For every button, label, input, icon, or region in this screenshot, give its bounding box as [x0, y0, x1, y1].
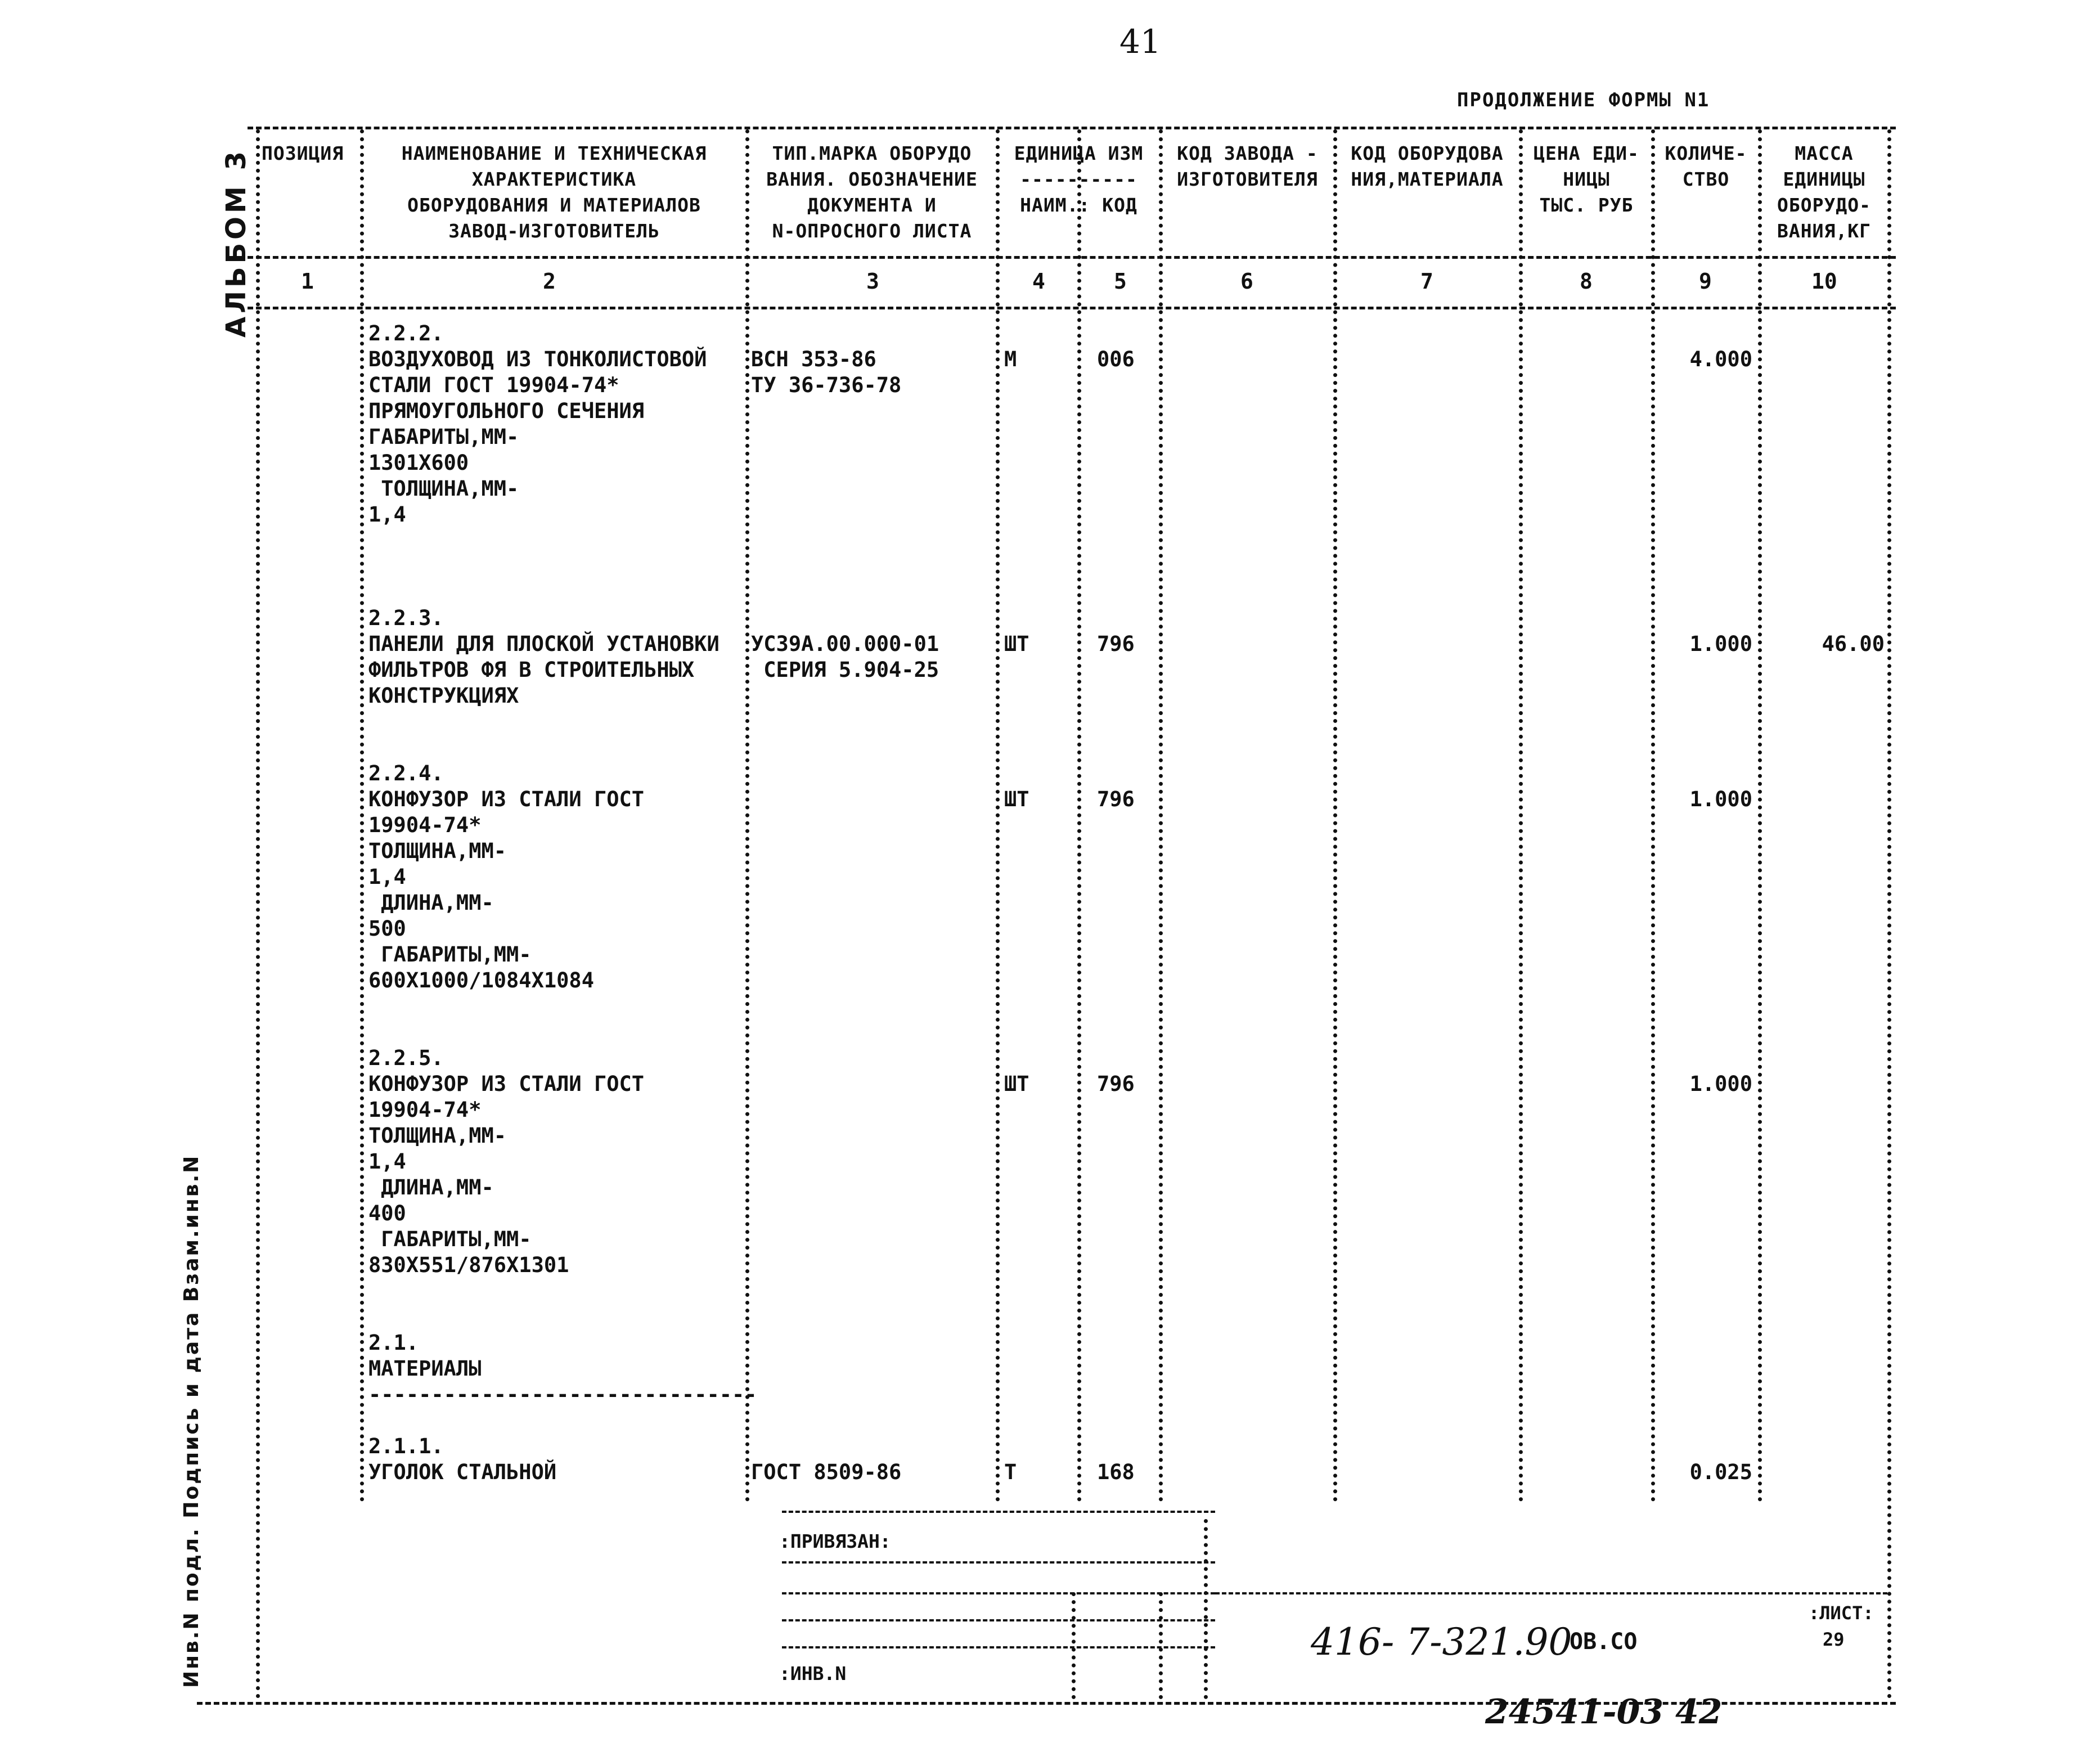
- header-line: N-ОПРОСНОГО ЛИСТА: [772, 220, 972, 242]
- header-line: ПОЗИЦИЯ: [262, 142, 344, 164]
- cell-code: 796: [1097, 632, 1135, 656]
- cell-name: 2.2.4.: [368, 761, 444, 785]
- cell-name: ГАБАРИТЫ,ММ-: [368, 942, 532, 967]
- header-col-7: [1338, 141, 1517, 192]
- column-number: 5: [1114, 269, 1127, 294]
- col-sep-9: [1758, 129, 1762, 1502]
- header-line: НИЦЫ: [1563, 168, 1610, 190]
- stamp-rule: [782, 1646, 1215, 1648]
- column-number: 9: [1699, 269, 1712, 294]
- header-line: ДОКУМЕНТА И: [807, 194, 937, 216]
- column-number: 3: [866, 269, 879, 294]
- sheet-number: 29: [1823, 1629, 1845, 1650]
- cell-doc: СЕРИЯ 5.904-25: [751, 658, 939, 682]
- header-line: ТИП.МАРКА ОБОРУДО: [772, 142, 972, 164]
- header-col-1: [262, 141, 357, 167]
- header-line: ЗАВОД-ИЗГОТОВИТЕЛЬ: [448, 220, 660, 242]
- header-col-2: [366, 141, 743, 244]
- col-sep-10: [1887, 129, 1891, 1699]
- cell-name: УГОЛОК СТАЛЬНОЙ: [368, 1460, 557, 1484]
- cell-name: 2.1.1.: [368, 1434, 444, 1458]
- cell-name: ПАНЕЛИ ДЛЯ ПЛОСКОЙ УСТАНОВКИ: [368, 632, 720, 656]
- header-line: ХАРАКТЕРИСТИКА: [471, 168, 637, 190]
- cell-name: ГАБАРИТЫ,ММ-: [368, 425, 519, 449]
- cell-name: 1,4: [368, 865, 406, 889]
- cell-name: -------------------------------: [368, 1382, 757, 1407]
- header-bottom-rule: [248, 256, 1896, 259]
- cell-name: ДЛИНА,ММ-: [368, 891, 494, 915]
- cell-doc: ГОСТ 8509-86: [751, 1460, 902, 1484]
- cell-code: 796: [1097, 787, 1135, 811]
- header-col-4-5: [1001, 141, 1156, 218]
- column-number: 6: [1240, 269, 1253, 294]
- stamp-rule: [782, 1592, 1215, 1594]
- col-sep-3: [996, 129, 1000, 1502]
- header-line: ВАНИЯ. ОБОЗНАЧЕНИЕ: [766, 168, 978, 190]
- stamp-inv-label: :ИНВ.N: [779, 1663, 847, 1684]
- cell-name: ДЛИНА,ММ-: [368, 1175, 494, 1200]
- col-sep-2: [745, 129, 749, 1502]
- cell-name: 2.2.3.: [368, 606, 444, 630]
- cell-doc: ТУ 36-736-78: [751, 373, 902, 397]
- header-line: ОБОРУДО-: [1777, 194, 1871, 216]
- cell-unit: ШТ: [1004, 632, 1029, 656]
- footer-code: 24541-03 42: [1485, 1692, 1723, 1732]
- header-col-10: [1764, 141, 1885, 244]
- cell-qty: 1.000: [1689, 632, 1752, 656]
- side-album-label: АЛЬБОМ 3: [221, 148, 252, 338]
- document-suffix: ОВ.СО: [1570, 1629, 1638, 1655]
- stamp-rule: [782, 1511, 1215, 1513]
- cell-name: 2.2.2.: [368, 321, 444, 345]
- cell-name: МАТЕРИАЛЫ: [368, 1356, 482, 1381]
- document-number: 416- 7-321.90: [1311, 1620, 1572, 1664]
- cell-name: 1,4: [368, 502, 406, 527]
- header-line: ----------: [1020, 168, 1137, 190]
- cell-name: СТАЛИ ГОСТ 19904-74*: [368, 373, 619, 397]
- col-sep-8: [1651, 129, 1655, 1502]
- column-number: 8: [1580, 269, 1593, 294]
- col-sep-4: [1077, 129, 1081, 1502]
- header-col-6: [1164, 141, 1330, 192]
- cell-name: 400: [368, 1201, 406, 1225]
- stamp-sep: [1159, 1592, 1163, 1699]
- header-line: ЦЕНА ЕДИ-: [1534, 142, 1639, 164]
- cell-name: 2.2.5.: [368, 1046, 444, 1070]
- stamp-rule: [1215, 1592, 1887, 1594]
- cell-qty: 1.000: [1689, 787, 1752, 811]
- cell-name: ПРЯМОУГОЛЬНОГО СЕЧЕНИЯ: [368, 399, 645, 423]
- cell-mass: 46.00: [1822, 632, 1885, 656]
- header-line: КОД ОБОРУДОВА: [1351, 142, 1504, 164]
- header-line: НИЯ,МАТЕРИАЛА: [1351, 168, 1504, 190]
- cell-unit: ШТ: [1004, 787, 1029, 811]
- header-col-8: [1525, 141, 1648, 218]
- col-sep-5: [1159, 129, 1163, 1502]
- cell-code: 168: [1097, 1460, 1135, 1484]
- cell-unit: М: [1004, 347, 1017, 371]
- column-number: 2: [543, 269, 556, 294]
- page-number: 41: [1119, 23, 1161, 61]
- cell-name: КОНФУЗОР ИЗ СТАЛИ ГОСТ: [368, 1072, 645, 1096]
- column-number: 7: [1420, 269, 1433, 294]
- cell-name: 19904-74*: [368, 1098, 482, 1122]
- col-sep-1: [360, 129, 364, 1502]
- cell-name: ТОЛЩИНА,ММ-: [368, 1124, 507, 1148]
- column-number: 4: [1032, 269, 1045, 294]
- col-sep-6: [1333, 129, 1337, 1502]
- header-col-3: [751, 141, 993, 244]
- cell-name: КОНСТРУКЦИЯХ: [368, 684, 519, 708]
- cell-code: 796: [1097, 1072, 1135, 1096]
- side-stamp-label: Инв.N подл. Подпись и дата Взам.инв.N: [180, 1154, 203, 1688]
- header-line: ЕДИНИЦА ИЗМ: [1014, 142, 1144, 164]
- header-col-9: [1657, 141, 1755, 192]
- header-line: НАИМЕНОВАНИЕ И ТЕХНИЧЕСКАЯ: [401, 142, 707, 164]
- col-sep-0: [256, 129, 260, 1699]
- cell-name: 500: [368, 917, 406, 941]
- header-line: НАИМ.: КОД: [1020, 194, 1137, 216]
- cell-name: ФИЛЬТРОВ ФЯ В СТРОИТЕЛЬНЫХ: [368, 658, 695, 682]
- cell-name: 2.1.: [368, 1331, 419, 1355]
- sheet-label: :ЛИСТ:: [1809, 1602, 1874, 1624]
- cell-name: 19904-74*: [368, 813, 482, 837]
- header-line: МАССА: [1795, 142, 1854, 164]
- header-line: КОЛИЧЕ-: [1665, 142, 1747, 164]
- cell-unit: Т: [1004, 1460, 1017, 1484]
- header-line: ОБОРУДОВАНИЯ И МАТЕРИАЛОВ: [407, 194, 701, 216]
- colnum-bottom-rule: [248, 307, 1896, 309]
- column-number: 10: [1811, 269, 1837, 294]
- cell-name: 830X551/876X1301: [368, 1253, 569, 1277]
- cell-doc: ВСН 353-86: [751, 347, 876, 371]
- cell-qty: 4.000: [1689, 347, 1752, 371]
- cell-qty: 1.000: [1689, 1072, 1752, 1096]
- cell-name: 600X1000/1084X1084: [368, 968, 594, 992]
- header-line: КОД ЗАВОДА -: [1177, 142, 1318, 164]
- cell-unit: ШТ: [1004, 1072, 1029, 1096]
- stamp-rule: [782, 1619, 1215, 1621]
- table-top-rule: [248, 127, 1896, 129]
- col-sep-7: [1519, 129, 1523, 1502]
- header-line: ВАНИЯ,КГ: [1777, 220, 1871, 242]
- cell-name: ВОЗДУХОВОД ИЗ ТОНКОЛИСТОВОЙ: [368, 347, 707, 371]
- cell-name: КОНФУЗОР ИЗ СТАЛИ ГОСТ: [368, 787, 645, 811]
- header-line: СТВО: [1682, 168, 1730, 190]
- header-line: ТЫС. РУБ: [1539, 194, 1634, 216]
- cell-name: 1301X600: [368, 451, 469, 475]
- cell-name: ТОЛЩИНА,ММ-: [368, 839, 507, 863]
- cell-qty: 0.025: [1689, 1460, 1752, 1484]
- cell-code: 006: [1097, 347, 1135, 371]
- header-line: ЕДИНИЦЫ: [1783, 168, 1865, 190]
- cell-name: ТОЛЩИНА,ММ-: [368, 477, 519, 501]
- stamp-sep: [1204, 1519, 1208, 1699]
- header-line: ИЗГОТОВИТЕЛЯ: [1177, 168, 1318, 190]
- cell-name: 1,4: [368, 1149, 406, 1174]
- cell-doc: УС39А.00.000-01: [751, 632, 939, 656]
- column-number: 1: [301, 269, 314, 294]
- cell-name: ГАБАРИТЫ,ММ-: [368, 1227, 532, 1251]
- continuation-title: ПРОДОЛЖЕНИЕ ФОРМЫ N1: [1457, 89, 1710, 111]
- stamp-sep: [1072, 1592, 1076, 1699]
- stamp-linked-label: :ПРИВЯЗАН:: [779, 1530, 891, 1552]
- stamp-rule: [782, 1561, 1215, 1564]
